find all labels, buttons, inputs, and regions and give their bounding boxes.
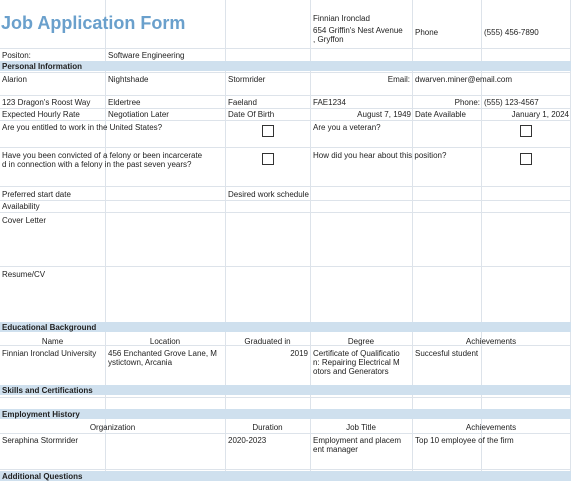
- question-felony-line1: Have you been convicted of a felony or been incarcerate: [2, 151, 203, 160]
- section-band: [0, 61, 571, 71]
- dob-field[interactable]: August 7, 1949: [357, 110, 411, 119]
- header-name[interactable]: Finnian Ironclad: [313, 14, 370, 23]
- work-schedule-label: Desired work schedule: [228, 190, 309, 199]
- emp-header-job-title: Job Title: [346, 423, 376, 432]
- question-veteran: Are you a veteran?: [313, 123, 381, 132]
- emp-header-achievements: Achievements: [465, 423, 517, 432]
- edu-location-line1[interactable]: 456 Enchanted Grove Lane, M: [108, 349, 217, 358]
- date-available-label: Date Available: [415, 110, 466, 119]
- question-entitled: Are you entitled to work in the United States?: [2, 123, 163, 132]
- hourly-rate-label: Expected Hourly Rate: [2, 110, 80, 119]
- postal-code-field[interactable]: FAE1234: [313, 98, 346, 107]
- header-address-line2[interactable]: , Gryffon: [313, 35, 344, 44]
- section-title-skills: Skills and Certifications: [2, 386, 93, 395]
- availability-label: Availability: [2, 202, 40, 211]
- email-field[interactable]: dwarven.miner@email.com: [415, 75, 513, 84]
- edu-location-line2[interactable]: ystictown, Arcania: [108, 358, 173, 367]
- section-band: [0, 409, 571, 419]
- grid-row-line: [0, 72, 571, 73]
- question-felony-line2: d in connection with a felony in the past seven years?: [2, 160, 192, 169]
- street-field[interactable]: 123 Dragon's Roost Way: [2, 98, 91, 107]
- emp-title-line1[interactable]: Employment and placem: [313, 436, 402, 445]
- grid-row-line: [0, 120, 571, 121]
- emp-header-organization: Organization: [89, 423, 136, 432]
- emp-duration-field[interactable]: 2020-2023: [228, 436, 267, 445]
- entitled-checkbox[interactable]: [262, 125, 274, 137]
- grid-row-line: [0, 108, 571, 109]
- city-field[interactable]: Eldertree: [108, 98, 141, 107]
- section-title-personal: Personal Information: [2, 62, 83, 71]
- start-date-label: Preferred start date: [2, 190, 71, 199]
- hear-about-checkbox[interactable]: [520, 153, 532, 165]
- edu-year-field[interactable]: 2019: [290, 349, 308, 358]
- first-name-field[interactable]: Alarion: [2, 75, 27, 84]
- last-name-field[interactable]: Stormrider: [228, 75, 266, 84]
- page-title: Job Application Form: [1, 13, 186, 33]
- question-hear-about: How did you hear about this position?: [313, 151, 447, 160]
- email-label: Email:: [387, 75, 410, 84]
- edu-header-name: Name: [41, 337, 64, 346]
- edu-name-field[interactable]: Finnian Ironclad University: [2, 349, 97, 358]
- grid-row-line: [0, 48, 571, 49]
- emp-header-duration: Duration: [252, 423, 283, 432]
- dob-label: Date Of Birth: [228, 110, 275, 119]
- date-available-field[interactable]: January 1, 2024: [511, 110, 569, 119]
- grid-row-line: [0, 397, 571, 398]
- edu-degree-line2[interactable]: n: Repairing Electrical M: [313, 358, 400, 367]
- emp-achievement-field[interactable]: Top 10 employee of the firm: [415, 436, 514, 445]
- grid-row-line: [0, 95, 571, 96]
- edu-header-location: Location: [149, 337, 181, 346]
- edu-degree-line3[interactable]: otors and Generators: [313, 367, 389, 376]
- cover-letter-label: Cover Letter: [2, 216, 47, 225]
- grid-row-line: [0, 266, 571, 267]
- felony-checkbox[interactable]: [262, 153, 274, 165]
- phone-label: Phone:: [454, 98, 480, 107]
- region-field[interactable]: Faeland: [228, 98, 257, 107]
- position-value[interactable]: Software Engineering: [108, 51, 185, 60]
- edu-header-degree: Degree: [347, 337, 375, 346]
- middle-name-field[interactable]: Nightshade: [108, 75, 149, 84]
- hourly-rate-field[interactable]: Negotiation Later: [108, 110, 169, 119]
- section-title-education: Educational Background: [2, 323, 97, 332]
- emp-organization-field[interactable]: Seraphina Stormrider: [2, 436, 79, 445]
- grid-row-line: [0, 186, 571, 187]
- grid-row-line: [0, 200, 571, 201]
- grid-row-line: [0, 469, 571, 470]
- position-label: Positon:: [2, 51, 31, 60]
- emp-title-line2[interactable]: ent manager: [313, 445, 358, 454]
- section-title-additional: Additional Questions: [2, 472, 83, 481]
- section-title-employment: Employment History: [2, 410, 80, 419]
- phone-field[interactable]: (555) 123-4567: [484, 98, 539, 107]
- veteran-checkbox[interactable]: [520, 125, 532, 137]
- edu-header-graduated: Graduated in: [244, 337, 291, 346]
- header-address-line1[interactable]: 654 Griffin's Nest Avenue: [313, 26, 403, 35]
- edu-degree-line1[interactable]: Certificate of Qualificatio: [313, 349, 400, 358]
- edu-achievement-field[interactable]: Succesful student: [415, 349, 479, 358]
- edu-header-achievements: Achievements: [465, 337, 517, 346]
- grid-row-line: [0, 147, 571, 148]
- resume-label: Resume/CV: [2, 270, 46, 279]
- grid-row-line: [0, 433, 571, 434]
- header-phone-label: Phone: [415, 28, 439, 37]
- grid-row-line: [0, 212, 571, 213]
- header-phone-value[interactable]: (555) 456-7890: [484, 28, 539, 37]
